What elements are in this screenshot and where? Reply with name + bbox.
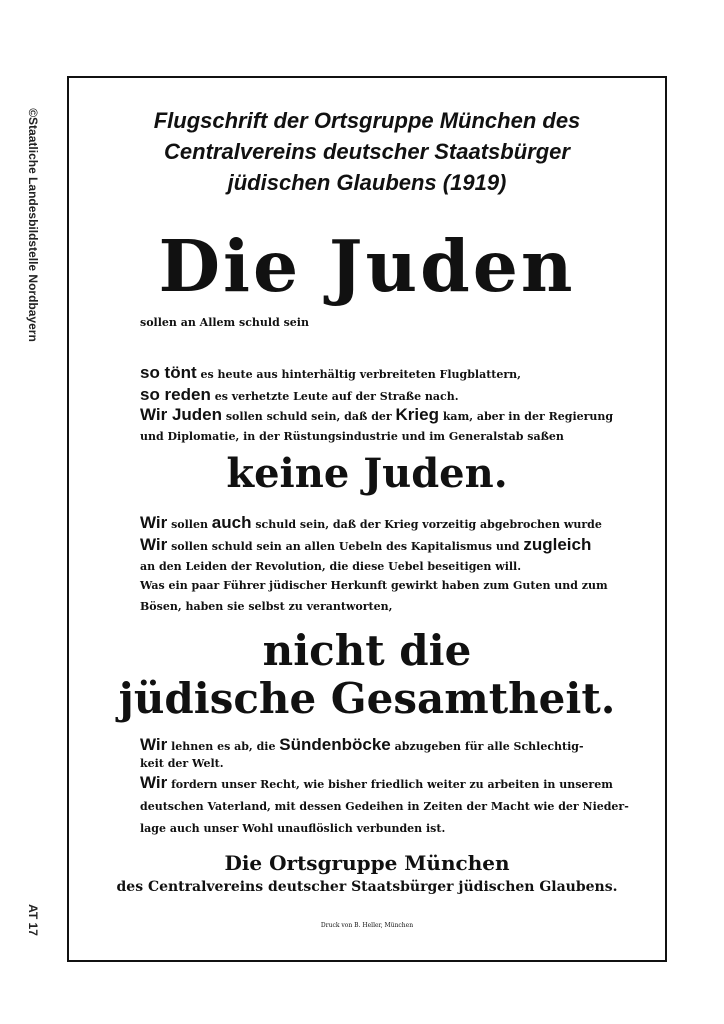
body-text: es verhetzte Leute auf der Straße nach. [210, 390, 459, 403]
para2-line-4: Was ein paar Führer jüdischer Herkunft gewirkt haben zum Guten und zum [140, 579, 608, 592]
para1-line-2 [140, 385, 459, 405]
emphasis-text: so reden [140, 385, 211, 404]
para1-line-1 [140, 363, 521, 383]
para2-line-1 [140, 513, 602, 533]
slogan-nicht-die: nicht die [262, 626, 472, 675]
signature-line-2: des Centralvereins deutscher Staatsbürger jüdischen Glaubens. [116, 879, 618, 895]
body-text: schuld sein, daß der Krieg vorzeitig abgebrochen wurde [251, 518, 602, 531]
body-text: fordern unser Recht, wie bisher friedlich weiter zu arbeiten in unserem [167, 778, 613, 791]
emphasis-text: Krieg [395, 405, 439, 424]
leaflet-frame [67, 76, 667, 962]
archive-code-text: AT 17 [26, 904, 40, 936]
para1-line-4: und Diplomatie, in der Rüstungsindustrie und im Generalstab saßen [140, 430, 564, 443]
emphasis-text: Wir [140, 513, 168, 532]
para2-line-2 [140, 535, 591, 555]
para3-line-1 [140, 735, 584, 755]
para2-line-5: Bösen, haben sie selbst zu verantworten, [140, 600, 393, 613]
body-text: sollen [167, 518, 212, 531]
body-text: sollen schuld sein an allen Uebeln des Kapitalismus und [167, 540, 524, 553]
header-line-2: Centralvereins deutscher Staatsbürger [164, 139, 570, 164]
printer-imprint: Druck von B. Heller, München [320, 922, 414, 929]
body-text: sollen schuld sein, daß der [222, 410, 396, 423]
header-line-3: jüdischen Glaubens (1919) [227, 170, 507, 195]
headline: Die Juden [158, 224, 576, 308]
emphasis-text: Wir [140, 735, 168, 754]
para2-line-3: an den Leiden der Revolution, die diese Uebel beseitigen will. [140, 560, 522, 573]
emphasis-text: Sündenböcke [279, 735, 391, 754]
body-text: kam, aber in der Regierung [438, 410, 614, 423]
slogan-juedische-gesamtheit: jüdische Gesamtheit. [118, 674, 616, 723]
emphasis-text: Wir Juden [140, 405, 223, 424]
slogan-keine-juden: keine Juden. [226, 450, 508, 497]
archive-code [18, 895, 48, 945]
para3-line-2: keit der Welt. [140, 757, 224, 770]
header-line-1: Flugschrift der Ortsgruppe München des [153, 108, 581, 133]
para3-line-4: deutschen Vaterland, mit dessen Gedeihen in Zeiten der Macht wie der Nieder- [140, 800, 629, 813]
photo-credit [18, 95, 48, 355]
para3-line-3 [140, 773, 613, 793]
photo-credit-text: ©Staatliche Landesbildstelle Nordbayern [26, 108, 40, 342]
body-text: es heute aus hinterhältig verbreiteten Flugblattern, [196, 368, 521, 381]
subline: sollen an Allem schuld sein [140, 316, 309, 329]
emphasis-text: Wir [140, 773, 168, 792]
para3-line-5: lage auch unser Wohl unauflöslich verbunden ist. [140, 822, 446, 835]
emphasis-text: zugleich [523, 535, 592, 554]
body-text: abzugeben für alle Schlechtig- [390, 740, 584, 753]
signature-line-1: Die Ortsgruppe München [224, 851, 510, 875]
leaflet-header [69, 105, 665, 198]
emphasis-text: Wir [140, 535, 168, 554]
para1-line-3 [140, 405, 613, 425]
emphasis-text: auch [211, 513, 252, 532]
emphasis-text: so tönt [140, 363, 197, 382]
body-text: lehnen es ab, die [167, 740, 280, 753]
